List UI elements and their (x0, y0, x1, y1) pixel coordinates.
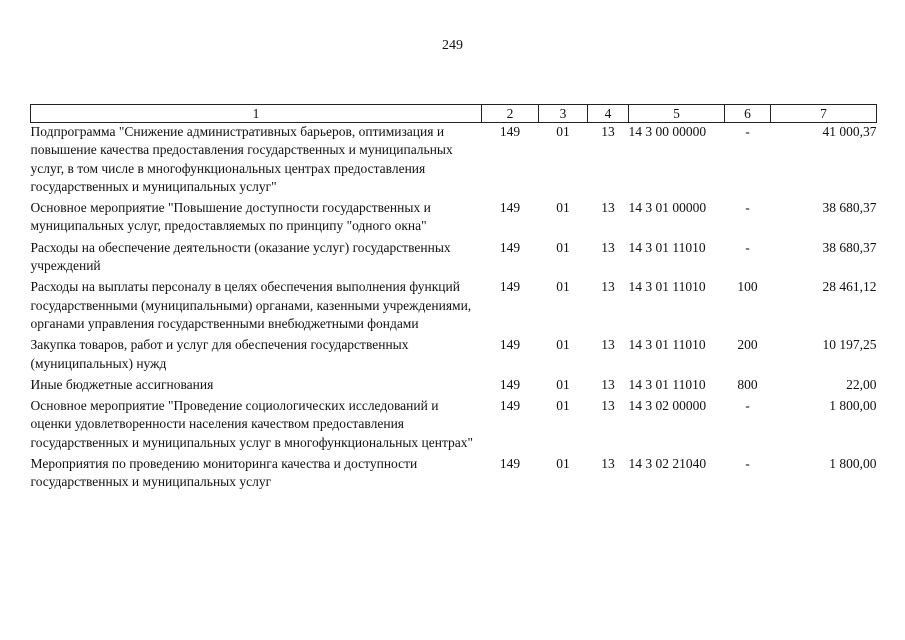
cell-col-6: - (745, 239, 750, 255)
column-header-1: 1 (31, 105, 482, 123)
cell-col-3: 01 (556, 239, 570, 255)
row-description: Мероприятия по проведению мониторинга качества и доступности государственных и муниципальных услуг (30, 456, 418, 490)
cell-col-5: 14 3 02 00000 (628, 398, 707, 414)
cell-col-4: 13 (601, 337, 615, 353)
cell-col-5: 14 3 01 00000 (628, 200, 707, 216)
cell-amount: 1 800,00 (829, 456, 877, 472)
cell-col-4: 13 (601, 239, 615, 255)
cell-amount: 1 800,00 (829, 398, 877, 414)
column-header-6: 6 (725, 105, 771, 123)
cell-col-3: 01 (556, 398, 570, 414)
column-header-3: 3 (539, 105, 588, 123)
cell-col-6: 200 (737, 337, 758, 353)
column-header-5: 5 (629, 105, 725, 123)
row-description: Основное мероприятие "Повышение доступности государственных и муниципальных услуг, предоставляемых по принципу "одного окна" (30, 200, 431, 234)
cell-col-6: - (745, 124, 750, 139)
cell-col-2: 149 (499, 279, 521, 295)
cell-col-2: 149 (499, 337, 521, 353)
cell-amount: 38 680,37 (822, 200, 877, 216)
row-description: Расходы на выплаты персоналу в целях обеспечения выполнения функций государственными (муниципальными) органами, казенными учреждениями, органами управления государственными внебюджетными фондами (30, 279, 472, 331)
cell-col-5: 14 3 00 00000 (628, 124, 707, 139)
cell-col-3: 01 (556, 279, 570, 295)
page-number: 249 (442, 38, 463, 53)
row-description: Подпрограмма "Снижение административных барьеров, оптимизация и повышение качества предоставления государственных и муниципальных услуг, в том числе в многофункциональных центрах предоставления государственных и муниципальных услуг" (30, 124, 453, 194)
cell-amount: 10 197,25 (822, 337, 877, 353)
cell-col-4: 13 (601, 200, 615, 216)
cell-col-4: 13 (601, 279, 615, 295)
cell-col-2: 149 (499, 200, 521, 216)
column-header-7: 7 (771, 105, 877, 123)
cell-col-6: 100 (737, 279, 758, 295)
cell-col-5: 14 3 02 21040 (628, 456, 707, 472)
cell-col-4: 13 (601, 456, 615, 472)
table-row (31, 239, 877, 279)
cell-col-6: - (745, 456, 750, 472)
cell-col-5: 14 3 01 11010 (628, 239, 706, 255)
cell-col-2: 149 (499, 456, 521, 472)
table-row (31, 123, 877, 200)
table-row (31, 278, 877, 336)
table-row (31, 199, 877, 239)
cell-col-3: 01 (556, 337, 570, 353)
cell-col-2: 149 (499, 124, 521, 139)
cell-col-5: 14 3 01 11010 (628, 376, 706, 392)
cell-amount: 41 000,37 (822, 124, 877, 139)
cell-col-3: 01 (556, 124, 570, 139)
cell-col-5: 14 3 01 11010 (628, 279, 706, 295)
cell-col-6: - (745, 200, 750, 216)
row-description: Расходы на обеспечение деятельности (оказание услуг) государственных учреждений (30, 239, 451, 274)
header-row (31, 105, 877, 123)
cell-col-2: 149 (499, 376, 521, 392)
cell-amount: 28 461,12 (822, 279, 877, 295)
cell-col-4: 13 (601, 376, 615, 392)
cell-col-6: 800 (737, 376, 758, 392)
cell-col-4: 13 (601, 124, 615, 139)
table-row (31, 376, 877, 397)
row-description: Иные бюджетные ассигнования (30, 376, 214, 392)
budget-table (30, 104, 877, 495)
cell-col-2: 149 (499, 398, 521, 414)
column-header-2: 2 (482, 105, 539, 123)
cell-col-3: 01 (556, 376, 570, 392)
column-header-4: 4 (588, 105, 629, 123)
cell-col-2: 149 (499, 239, 521, 255)
table-row (31, 455, 877, 495)
row-description: Основное мероприятие "Проведение социологических исследований и оценки удовлетворенности населения качеством предоставления государственных и муниципальных услуг в многофункциональных центрах" (30, 398, 474, 450)
cell-col-4: 13 (601, 398, 615, 414)
cell-col-3: 01 (556, 456, 570, 472)
cell-amount: 22,00 (846, 376, 877, 392)
table-row (31, 397, 877, 455)
cell-col-5: 14 3 01 11010 (628, 337, 706, 353)
cell-col-6: - (745, 398, 750, 414)
cell-amount: 38 680,37 (822, 239, 877, 255)
cell-col-3: 01 (556, 200, 570, 216)
table-row (31, 336, 877, 376)
row-description: Закупка товаров, работ и услуг для обеспечения государственных (муниципальных) нужд (30, 337, 409, 371)
